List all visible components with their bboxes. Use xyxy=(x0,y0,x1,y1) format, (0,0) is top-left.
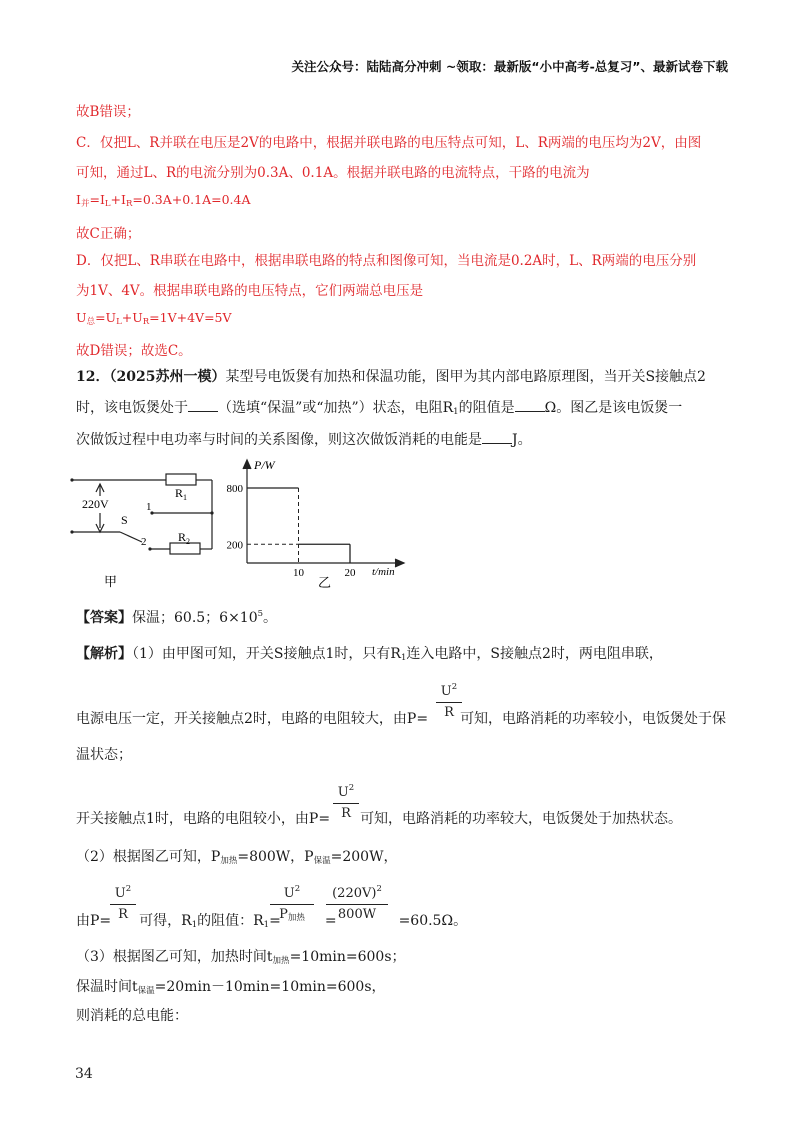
x-tick-label: 10 xyxy=(293,567,304,579)
question-line-3: 次做饭过程中电功率与时间的关系图像，则这次做饭消耗的电能是 J。 xyxy=(76,432,532,448)
circuit-diagram xyxy=(70,462,230,590)
x-axis-label: t/min xyxy=(372,566,395,578)
solution-line: 可知，通过L、R的电流分别为0.3A、0.1A。根据并联电路的电流特点，干路的电流为 xyxy=(76,165,590,181)
answer-blank xyxy=(482,443,512,444)
contact-1-label: 1 xyxy=(146,501,152,513)
solution-line: 故C正确； xyxy=(76,226,141,242)
solution-formula: $U_总=U_L+U_R=1V+4V=5V$ xyxy=(76,310,232,327)
solution-line: 故B错误； xyxy=(76,104,140,120)
answer-line: 【答案】保温；60.5；$6\times 10^5$。 xyxy=(76,609,278,626)
voltage-label: 220V xyxy=(82,497,109,511)
x-tick-label: 20 xyxy=(344,567,356,579)
solution-line: 为1V、4V。根据串联电路的电压特点，它们两端总电压是 xyxy=(76,283,424,299)
y-tick-label: 800 xyxy=(226,483,243,495)
question-line-1: 12．（2025苏州一模）某型号电饭煲有加热和保温功能，图甲为其内部电路原理图，当开关S接触点2 xyxy=(76,369,706,385)
analysis-line-9: 则消耗的总电能： xyxy=(76,1008,188,1024)
fraction-u2-over-r: $U^2$ R xyxy=(110,880,136,924)
analysis-line-4: 开关接触点1时，电路的电阻较小，由P= 可知，电路消耗的功率较大，电饭煲处于加热状态。 xyxy=(76,811,683,827)
power-time-chart xyxy=(222,455,408,590)
analysis-line-6: 由P= 可得，$R_1$的阻值：$R_1= = =60.5\Omega$。 xyxy=(76,913,468,930)
solution-line: 故D错误；故选C。 xyxy=(76,343,192,359)
y-axis-label: P/W xyxy=(254,458,275,472)
y-tick-label: 200 xyxy=(226,539,243,552)
analysis-line-8: 保温时间$t_{保温}=20\min-10\min=10\min=600s$， xyxy=(76,979,386,996)
analysis-line-2: 电源电压一定，开关接触点2时，电路的电阻较大，由P= 可知，电路消耗的功率较小，电饭煲处于保 xyxy=(76,711,727,727)
page-number: 34 xyxy=(75,1066,93,1082)
solution-line: C．仅把L、R并联在电压是2V的电路中，根据并联电路的电压特点可知，L、R两端的电压均为2V，由图 xyxy=(76,135,702,151)
answer-blank xyxy=(515,411,545,412)
r1-label: $R_1$ xyxy=(175,486,188,502)
solution-line: D．仅把L、R串联在电路中，根据串联电路的特点和图像可知，当电流是0.2A时，L、R两端的电压分别 xyxy=(76,253,697,269)
analysis-line-1: 【解析】（1）由甲图可知，开关S接触点1时，只有$R_1$连入电路中，S接触点2时，两电阻串联， xyxy=(76,646,663,663)
fraction-voltage-over-power: $(220V)^2$ 800W xyxy=(326,880,388,924)
figure-caption-yi: 乙 xyxy=(318,575,332,590)
page-header: 关注公众号：陆陆高分冲刺 ~领取：最新版“小中高考-总复习”、最新试卷下载 xyxy=(291,59,728,74)
fraction-u2-over-r: $U^2$ R xyxy=(436,678,462,722)
figure-caption-jia: 甲 xyxy=(104,574,118,589)
analysis-line-3: 温状态； xyxy=(76,747,132,763)
fraction-u2-over-pheat: $U^2$ $P_{加热}$ xyxy=(270,880,314,927)
analysis-line-7: （3）根据图乙可知，加热时间$t_{加热}=10\min=600s$； xyxy=(76,949,406,966)
fraction-u2-over-r: $U^2$ R xyxy=(333,779,359,823)
question-line-2: 时，该电饭煲处于 （选填“保温”或“加热”）状态，电阻$R_1$的阻值是 Ω。图乙是该电饭煲一 xyxy=(76,400,683,417)
analysis-line-5: （2）根据图乙可知，$P_{加热}=800W$，$P_{保温}=200W$， xyxy=(76,849,398,866)
solution-formula: $I_并=I_L+I_R=0.3A+0.1A=0.4A$ xyxy=(76,192,251,209)
answer-blank xyxy=(188,411,218,412)
r2-label: $R_2$ xyxy=(178,530,191,546)
contact-2-label: 2 xyxy=(141,536,147,548)
switch-label: S xyxy=(121,513,128,527)
